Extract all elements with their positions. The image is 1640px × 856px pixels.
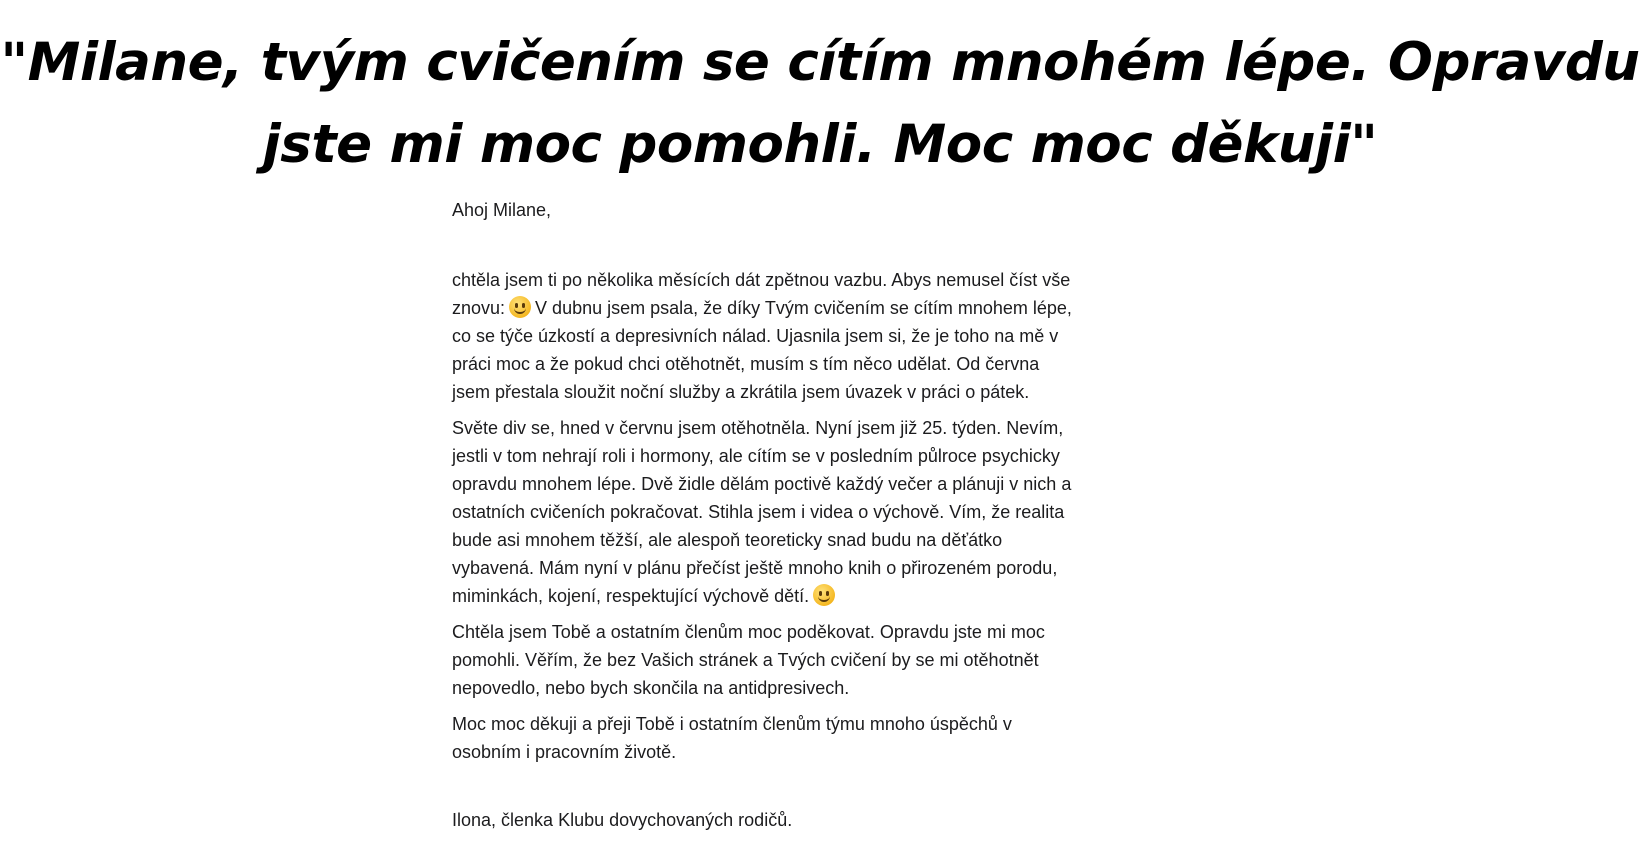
letter-line: ostatních cvičeních pokračovat. Stihla jsem i videa o výchově. Vím, že realita bbox=[452, 502, 1065, 522]
letter-line: chtěla jsem ti po několika měsících dát zpětnou vazbu. Abys nemusel číst vše bbox=[452, 270, 1071, 290]
letter-greeting: Ahoj Milane, bbox=[452, 200, 552, 220]
headline-line-2: jste mi moc pomohli. Moc moc děkuji" bbox=[262, 114, 1378, 175]
letter-line: jsem přestala sloužit noční služby a zkrátila jsem úvazek v práci o pátek. bbox=[452, 382, 1030, 402]
letter-text: miminkách, kojení, respektující výchově dětí. bbox=[452, 586, 810, 606]
letter-text: znovu: bbox=[452, 298, 506, 318]
letter-line: Chtěla jsem Tobě a ostatním členům moc poděkovat. Opravdu jste mi moc bbox=[452, 622, 1045, 642]
letter-line: Světe div se, hned v červnu jsem otěhotněla. Nyní jsem již 25. týden. Nevím, bbox=[452, 418, 1064, 438]
letter-line: bude asi mnohem těžší, ale alespoň teoreticky snad budu na děťátko bbox=[452, 530, 1003, 550]
headline-quote bbox=[0, 22, 1640, 186]
letter-text: V dubnu jsem psala, že díky Tvým cvičením se cítím mnohem lépe, bbox=[535, 298, 1072, 318]
letter-paragraph-2 bbox=[452, 414, 1172, 610]
letter-body bbox=[452, 196, 1172, 834]
smiling-face-emoji-icon bbox=[813, 584, 835, 606]
letter-line bbox=[452, 294, 1172, 322]
letter-line: Moc moc děkuji a přeji Tobě i ostatním členům týmu mnoho úspěchů v bbox=[452, 714, 1012, 734]
smiling-face-emoji-icon bbox=[509, 296, 531, 318]
letter-line bbox=[452, 582, 1172, 610]
letter-paragraph-4 bbox=[452, 710, 1172, 766]
letter-paragraph-1 bbox=[452, 266, 1172, 406]
letter-line: opravdu mnohem lépe. Dvě židle dělám poctivě každý večer a plánuji v nich a bbox=[452, 474, 1072, 494]
letter-line: osobním i pracovním životě. bbox=[452, 742, 677, 762]
letter-signature: Ilona, členka Klubu dovychovaných rodičů. bbox=[452, 810, 793, 830]
letter-line: práci moc a že pokud chci otěhotnět, musím s tím něco udělat. Od června bbox=[452, 354, 1040, 374]
letter-line: vybavená. Mám nyní v plánu přečíst ještě mnoho knih o přirozeném porodu, bbox=[452, 558, 1058, 578]
headline-line-1: "Milane, tvým cvičením se cítím mnohém lépe. Opravdu bbox=[0, 32, 1640, 93]
letter-line: nepovedlo, nebo bych skončila na antidpresivech. bbox=[452, 678, 850, 698]
letter-line: jestli v tom nehrají roli i hormony, ale cítím se v posledním půlroce psychicky bbox=[452, 446, 1060, 466]
letter-line: co se týče úzkostí a depresivních nálad. Ujasnila jsem si, že je toho na mě v bbox=[452, 326, 1059, 346]
letter-line: pomohli. Věřím, že bez Vašich stránek a Tvých cvičení by se mi otěhotnět bbox=[452, 650, 1039, 670]
letter-paragraph-3 bbox=[452, 618, 1172, 702]
